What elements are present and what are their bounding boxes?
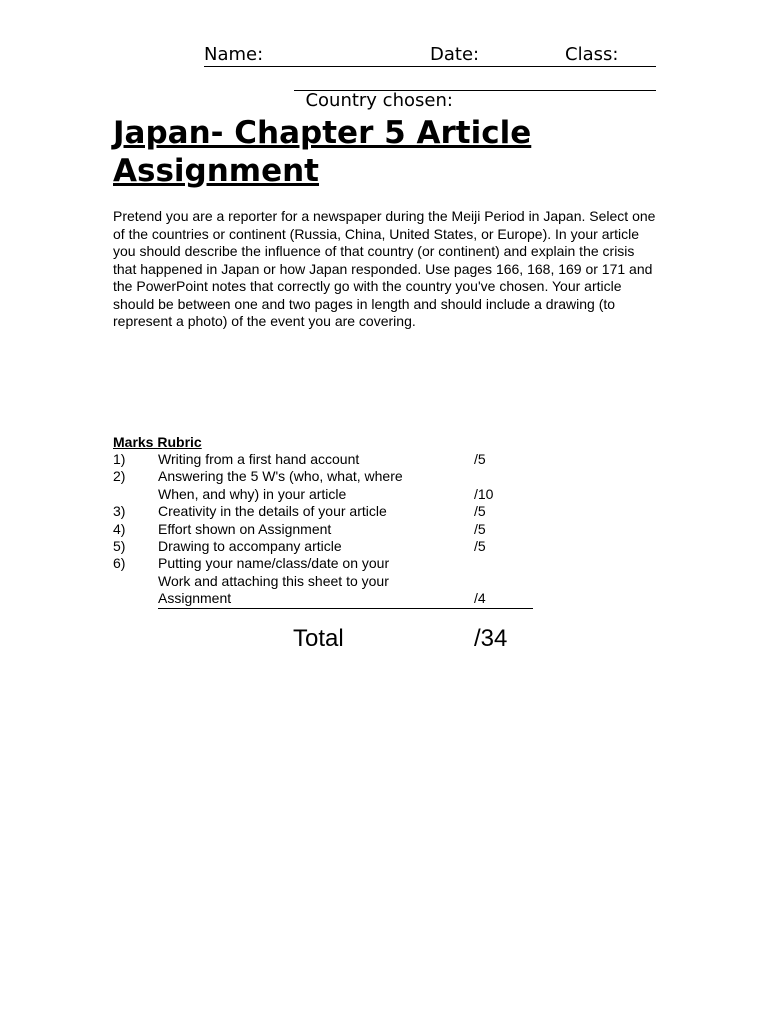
date-label: Date: (430, 44, 480, 65)
header-country-line (294, 68, 656, 111)
rubric-item-mark: /5 (474, 520, 486, 537)
rubric-item-number: 2) (113, 468, 126, 485)
rubric-item-line: When, and why) in your article (158, 485, 347, 502)
country-chosen-label: Country chosen: (305, 90, 453, 111)
rubric-item-line: Assignment (158, 590, 533, 608)
rubric-item-line: Drawing to accompany article (158, 538, 342, 554)
header-name-date-class-line (204, 44, 656, 67)
rubric-item-line: Effort shown on Assignment (158, 520, 332, 537)
rubric-item-number: 3) (113, 503, 126, 520)
name-label: Name: (204, 44, 264, 65)
document-title: Japan- Chapter 5 Article Assignment (113, 115, 532, 189)
rubric-item-number: 5) (113, 538, 126, 554)
rubric-item-line: Answering the 5 W's (who, what, where (158, 468, 403, 485)
rubric-item-mark: /5 (474, 538, 486, 554)
rubric-item-mark: /4 (474, 590, 486, 607)
rubric-item-line: Creativity in the details of your article (158, 503, 387, 520)
rubric-item-line: Work and attaching this sheet to your (158, 572, 389, 589)
assignment-instructions: Pretend you are a reporter for a newspaper during the Meiji Period in Japan. Select one of the countries or continent (Russia, China, United States, or Europe). In your article you should describe the influence of that country (or continent) and explain the crisis that happened in Japan or how Japan responded. Use pages 166, 168, 169 or 171 and the PowerPoint notes that correctly go with the country you've chosen. Your article should be between one and two pages in length and should include a drawing (to represent a photo) of the event you are covering. (113, 208, 656, 329)
class-label: Class: (565, 44, 619, 65)
total-label: Total (293, 625, 344, 652)
rubric-item-mark: /10 (474, 485, 494, 502)
rubric-item-mark: /5 (474, 451, 486, 467)
rubric-item-number: 1) (113, 451, 126, 467)
rubric-item-line: Writing from a first hand account (158, 451, 360, 467)
rubric-item-number: 6) (113, 555, 126, 572)
total-value: /34 (474, 625, 508, 652)
rubric-item-mark: /5 (474, 503, 486, 520)
rubric-item-line: Putting your name/class/date on your (158, 555, 390, 572)
rubric-item-number: 4) (113, 520, 126, 537)
rubric-heading: Marks Rubric (113, 434, 202, 450)
